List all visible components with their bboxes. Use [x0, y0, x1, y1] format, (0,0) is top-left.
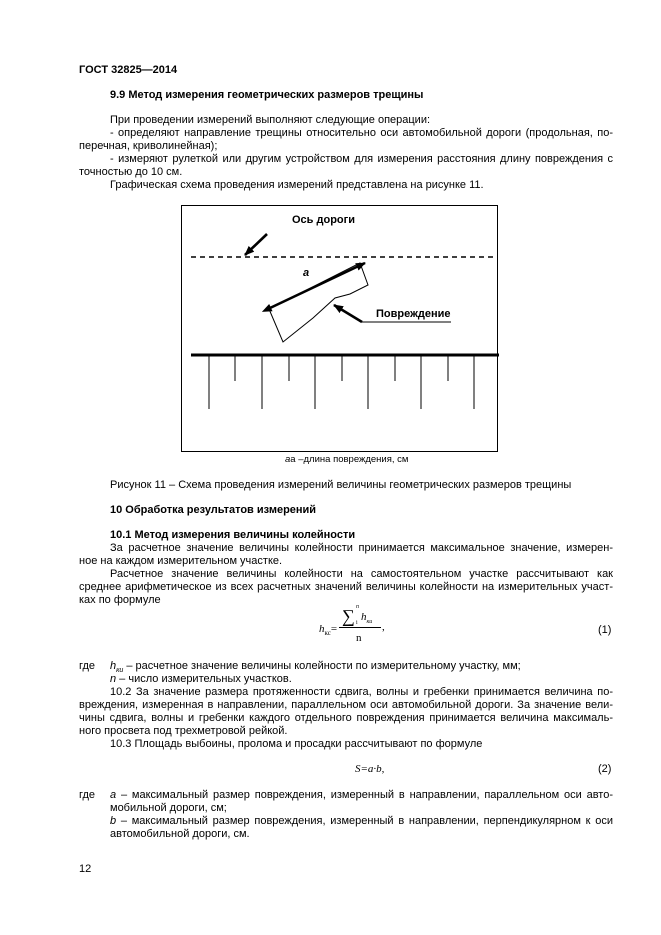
section-10-title: 10 Обработка результатов измерений: [110, 504, 317, 516]
formula-lhs: $h_{кс}=$: [319, 623, 338, 638]
section-9-9-title: 9.9 Метод измерения геометрических размеров трещины: [110, 89, 424, 101]
figure-legend: [285, 453, 408, 466]
document-header: ГОСТ 32825—2014: [79, 64, 178, 76]
paragraph-line: ное на каждом измерительном участке.: [79, 555, 283, 567]
paragraph-line: - определяют направление трещины относительно оси автомобильной дороги (продольная, по-: [110, 127, 613, 139]
measurement-diagram: [182, 206, 499, 453]
formula-2-number: (2): [598, 763, 612, 775]
damage-leader-arrow: [334, 305, 362, 322]
axis-leader-arrow: [245, 234, 267, 255]
paragraph-line: - измеряют рулеткой или другим устройством для измерения расстояния длину повреждения с: [110, 153, 613, 165]
sum-upper: n: [356, 604, 359, 610]
definition-b: b – максимальный размер повреждения, измеренный в направлении, перпендикулярном к оси: [110, 815, 613, 827]
paragraph-line: среднее арифметическое из всех расчетных значений величины колейности на измерительных участ-: [79, 581, 613, 593]
legend-var: a: [285, 454, 291, 465]
legend-text: а –длина повреждения, см: [290, 454, 409, 465]
damage-label: Повреждение: [376, 308, 451, 320]
paragraph-line: 10.2 За значение размера протяженности сдвига, волны и гребенки принимается величина по-: [110, 686, 613, 698]
sum-term: $h_{кu}$: [361, 611, 373, 626]
paragraph-line: 10.3 Площадь выбоины, пролома и просадки рассчитывают по формуле: [110, 738, 483, 750]
definition-a-cont: мобильной дороги, см;: [110, 802, 227, 814]
length-a-arrow: [270, 263, 365, 308]
where-label: где: [79, 789, 96, 801]
axis-label: Ось дороги: [292, 214, 355, 226]
section-10-1-title: 10.1 Метод измерения величины колейности: [110, 529, 356, 541]
paragraph-line: точностью до 10 см.: [79, 166, 183, 178]
paragraph-line: За расчетное значение величины колейности принимается максимальное значение, измерен-: [110, 542, 613, 554]
sum-lower: i: [356, 620, 358, 626]
page-number: 12: [79, 863, 92, 875]
paragraph-line: ках по формуле: [79, 594, 161, 606]
rail-ticks: [209, 356, 474, 409]
paragraph-line: вреждения, измеренная в направлении, параллельном оси автомобильной дороги. За значение вели-: [79, 699, 613, 711]
paragraph-line: чины сдвига, волны и гребенки каждого отдельного повреждения принимается величина максималь-: [79, 712, 613, 724]
where-label: где: [79, 660, 96, 672]
figure-caption: Рисунок 11 – Схема проведения измерений величины геометрических размеров трещины: [110, 479, 572, 491]
paragraph-line: Расчетное значение величины колейности на самостоятельном участке рассчитывают как: [110, 568, 613, 580]
sum-symbol: ∑: [342, 606, 355, 626]
formula-1-number: (1): [598, 624, 612, 636]
figure-11-frame: [181, 205, 498, 452]
definition-a: a – максимальный размер повреждения, измеренный в направлении, параллельном оси авто-: [110, 789, 613, 801]
definition-b-cont: автомобильной дороги, см.: [110, 828, 250, 840]
paragraph-line: При проведении измерений выполняют следующие операции:: [110, 114, 431, 126]
definition-h: $h_{ки}$ – расчетное значение величины колейности по измерительному участку, мм;: [110, 660, 521, 675]
length-a-label: a: [303, 267, 310, 279]
paragraph-line: перечная, криволинейная);: [79, 140, 218, 152]
paragraph-line: Графическая схема проведения измерений представлена на рисунке 11.: [110, 179, 484, 191]
formula-2: S=a·b,: [355, 763, 385, 775]
denominator: n: [356, 632, 362, 644]
formula-comma: ,: [382, 621, 385, 633]
paragraph-line: ного просвета под трехметровой рейкой.: [79, 725, 288, 737]
fraction-bar: [339, 627, 381, 628]
definition-n: n – число измерительных участков.: [110, 673, 292, 685]
